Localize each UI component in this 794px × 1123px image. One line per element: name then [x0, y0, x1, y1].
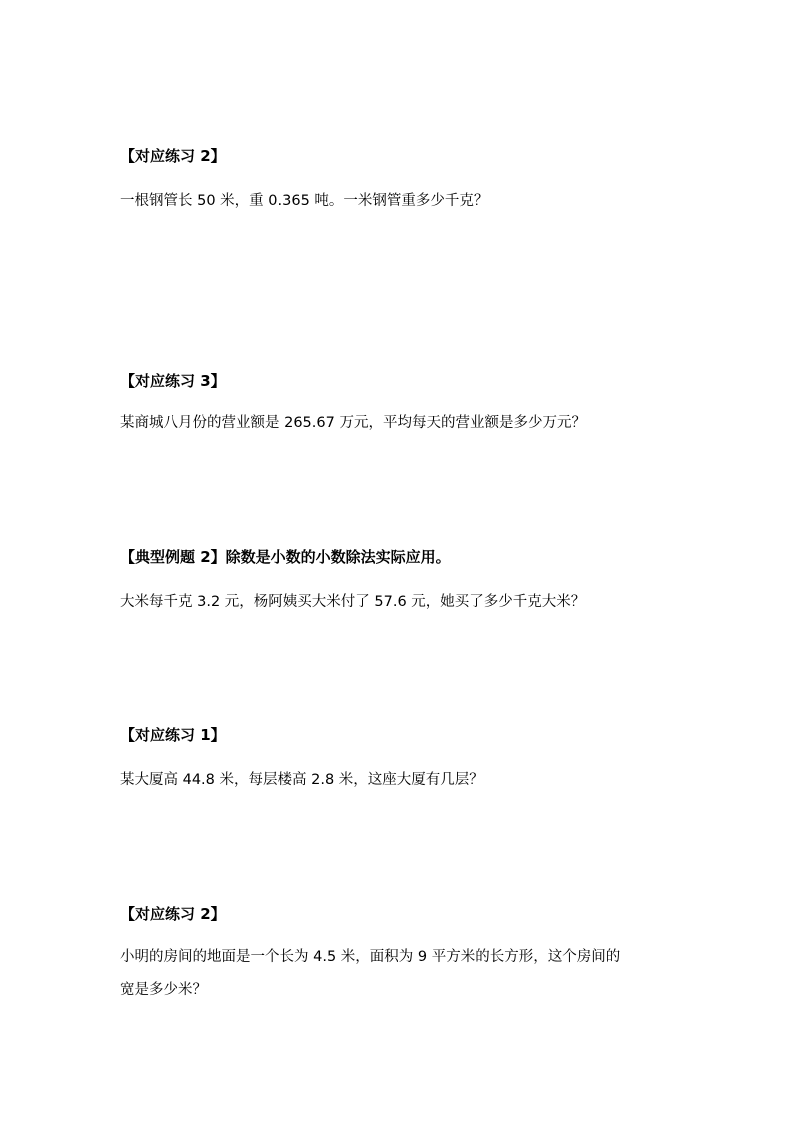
- exercise-question: [120, 770, 680, 790]
- question-line: 小明的房间的地面是一个长为 4.5 米，面积为 9 平方米的长方形，这个房间的: [120, 949, 621, 965]
- exercise-question: [120, 191, 680, 211]
- section-heading-label: 【对应练习 1】: [120, 726, 226, 744]
- question-line: 宽是多少米？: [120, 982, 207, 998]
- question-text: 大米每千克 3.2 元，杨阿姨买大米付了 57.6 元，她买了多少千克大米？: [120, 594, 586, 610]
- section-heading-label: 【对应练习 2】: [120, 905, 226, 923]
- section-heading-label: 【典型例题 2】: [120, 548, 226, 566]
- exercise-section: [120, 904, 680, 924]
- exercise-section: [120, 146, 680, 166]
- question-text: 一根钢管长 50 米，重 0.365 吨。一米钢管重多少千克？: [120, 193, 489, 209]
- section-heading: [120, 725, 680, 745]
- example-question: [120, 592, 680, 612]
- question-text: 某大厦高 44.8 米，每层楼高 2.8 米，这座大厦有几层？: [120, 772, 484, 788]
- exercise-section: [120, 371, 680, 391]
- section-heading-topic: 除数是小数的小数除法实际应用。: [225, 548, 451, 566]
- section-heading-label: 【对应练习 2】: [120, 147, 226, 165]
- exercise-question: [120, 941, 680, 1007]
- section-heading: [120, 904, 680, 924]
- exercise-question: [120, 413, 680, 433]
- example-section: [120, 547, 680, 567]
- section-heading: [120, 547, 680, 567]
- exercise-section: [120, 725, 680, 745]
- section-heading: [120, 146, 680, 166]
- section-heading-label: 【对应练习 3】: [120, 372, 226, 390]
- question-text: [120, 941, 680, 1007]
- section-heading: [120, 371, 680, 391]
- question-text: 某商城八月份的营业额是 265.67 万元，平均每天的营业额是多少万元？: [120, 415, 586, 431]
